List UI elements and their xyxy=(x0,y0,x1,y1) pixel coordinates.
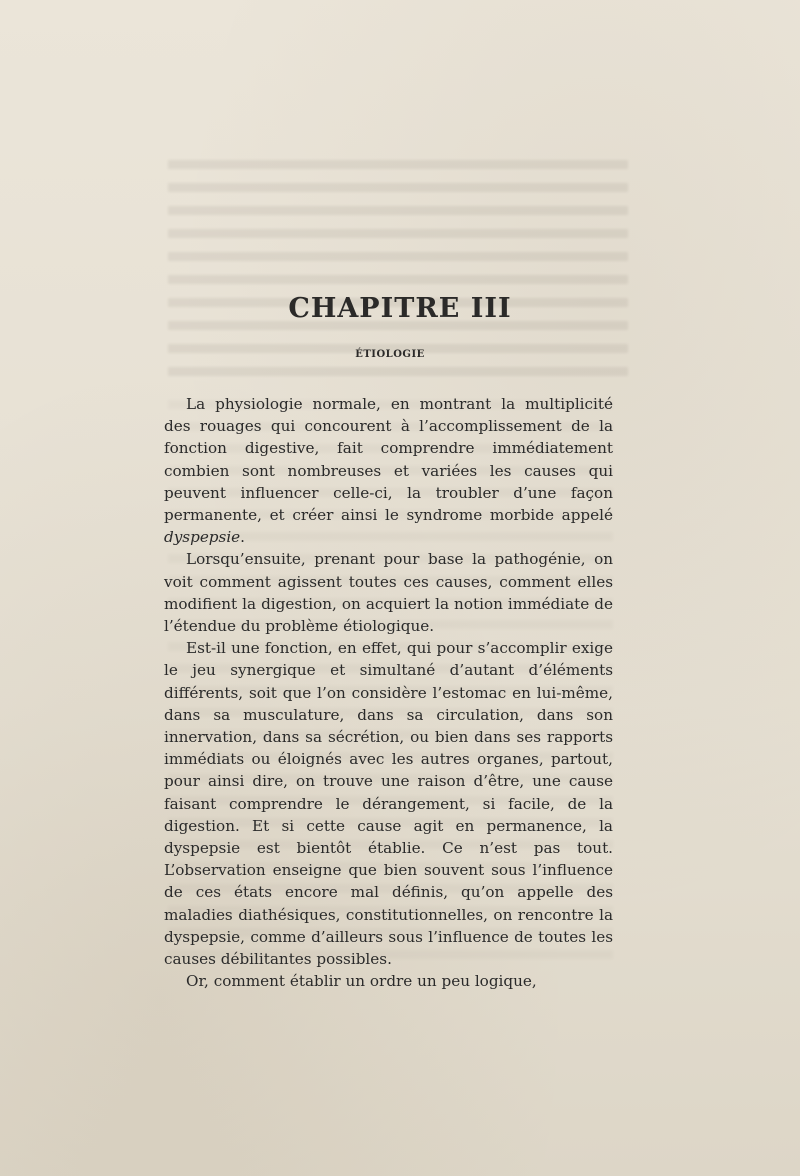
chapter-body xyxy=(164,393,613,992)
paragraph-1-text: La physiologie normale, en montrant la multiplicité des rouages qui concourent à l’accomplissement de la fonction digestive, fait comprendre immédiatement combien sont nombreuses et variées les causes qui peuvent influencer celle-ci, la troubler d’une façon permanente, et créer ainsi le syndrome morbide appelé xyxy=(164,395,613,525)
paragraph-2: Lorsqu’ensuite, prenant pour base la pathogénie, on voit comment agissent toutes ces causes, comment elles modifient la digestion, on acquiert la notion immédiate de l’étendue du problème étiologique. xyxy=(164,550,613,636)
paragraph-1 xyxy=(164,393,613,548)
paragraph-1-end: . xyxy=(240,528,245,547)
italic-term: dyspepsie xyxy=(164,528,241,547)
chapter-subtitle: ÉTIOLOGIE xyxy=(355,349,425,360)
paragraph-3: Est-il une fonction, en effet, qui pour s’accomplir exige le jeu synergique et simultané d’autant d’éléments différents, soit que l’on considère l’estomac en lui-même, dans sa musculature, dans sa circulation, dans son innervation, dans sa sécrétion, ou bien dans ses rapports immédiats ou éloignés avec les autres organes, partout, pour ainsi dire, on trouve une raison d’être, une cause faisant comprendre le dérangement, si facile, de la digestion. Et si cette cause agit en permanence, la dyspepsie est bientôt établie. Ce n’est pas tout. L’observation enseigne que bien souvent sous l’influence de ces états encore mal définis, qu’on appelle des maladies diathésiques, constitutionnelles, on rencontre la dyspepsie, comme d’ailleurs sous l’influence de toutes les causes débilitantes possibles. xyxy=(164,639,613,969)
paragraph-4: Or, comment établir un ordre un peu logique, xyxy=(186,972,537,991)
chapter-title: CHAPITRE III xyxy=(288,293,512,324)
